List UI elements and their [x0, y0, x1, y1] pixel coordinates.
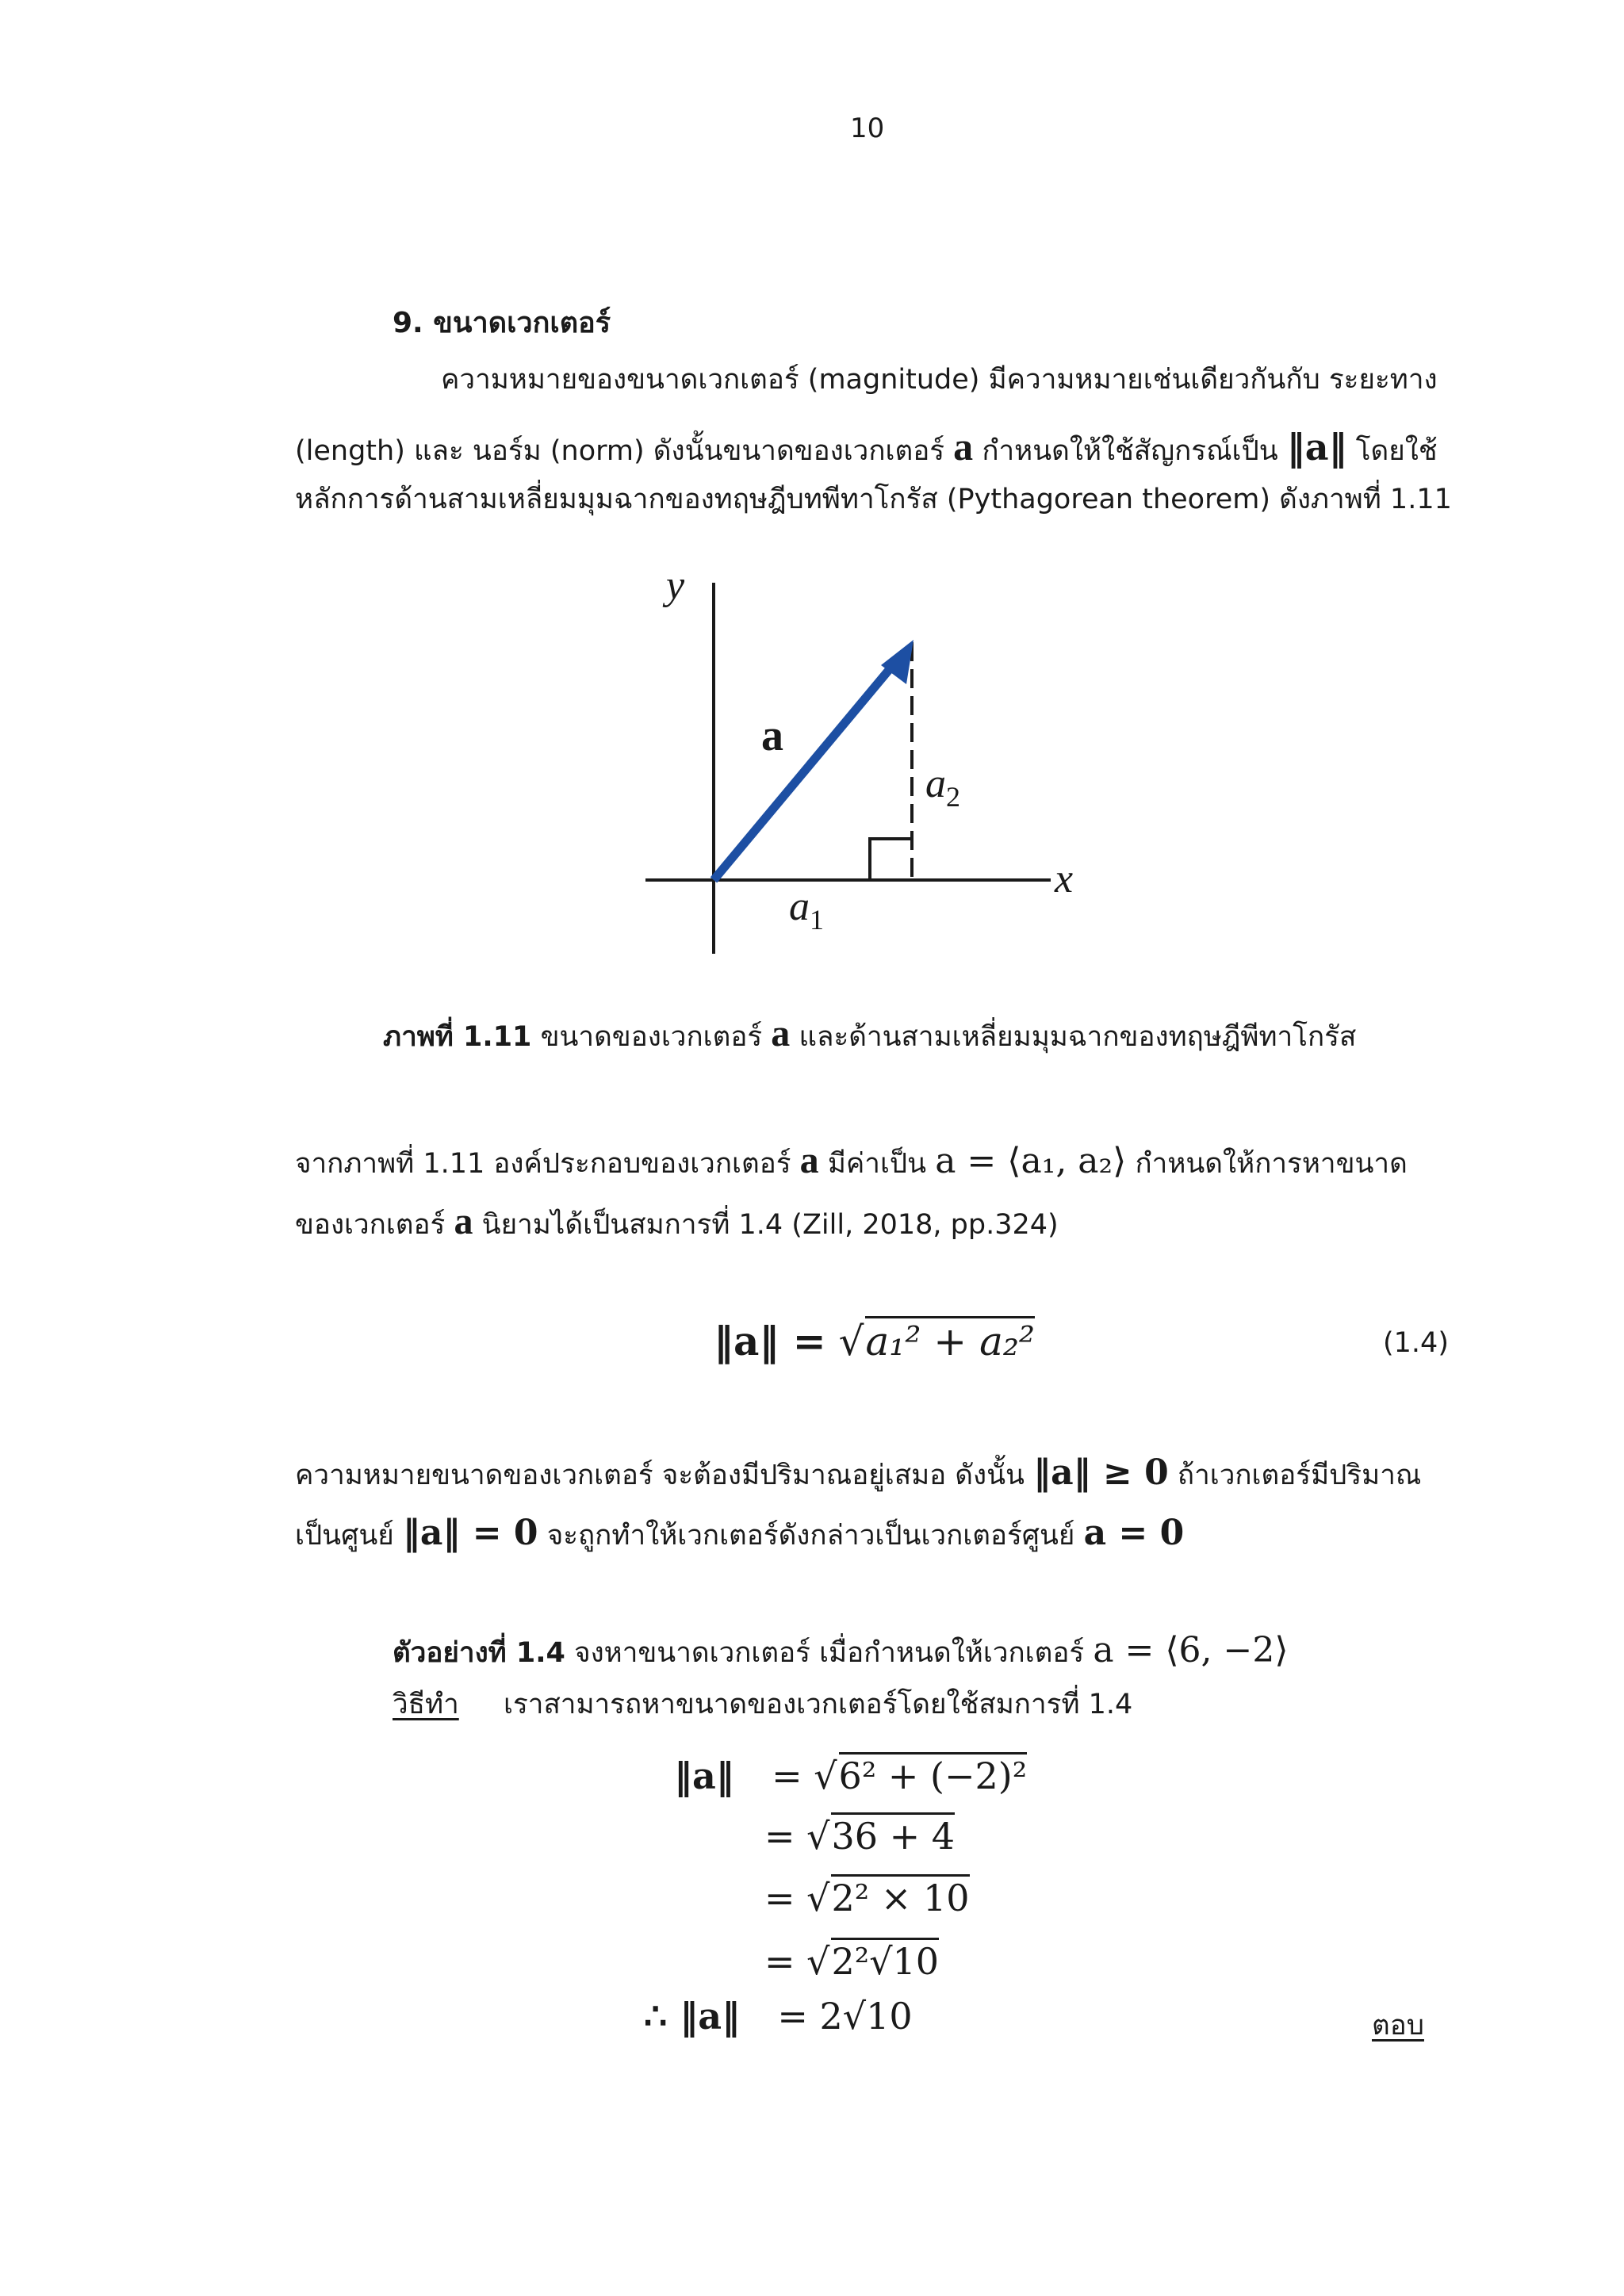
method-label: วิธีทำ	[393, 1689, 459, 1720]
example-text: จงหาขนาดเวกเตอร์ เมื่อกำหนดให้เวกเตอร์	[574, 1637, 1085, 1669]
intro-line-2-mid: กำหนดให้ใช้สัญกรณ์เป็น	[982, 435, 1278, 467]
step-2: = √36 + 4	[764, 1812, 955, 1854]
intro-line-1: ความหมายของขนาดเวกเตอร์ (magnitude) มีความหมายเช่นเดียวกันกับ ระยะทาง	[441, 364, 1438, 396]
meaning-line-1-pre: ความหมายขนาดของเวกเตอร์ จะต้องมีปริมาณอยู่เสมอ ดังนั้น	[295, 1460, 1025, 1491]
components-vector-a: a	[799, 1139, 819, 1181]
meaning-line-1-post: ถ้าเวกเตอร์มีปริมาณ	[1177, 1460, 1422, 1491]
example-line	[393, 1630, 1289, 1670]
a2-label	[925, 763, 960, 811]
step-3-eq: =	[764, 1877, 795, 1919]
meaning-formula-2: ‖a‖ = 0	[402, 1513, 538, 1553]
figure-caption	[383, 1012, 1357, 1054]
step-4-eq: =	[764, 1940, 795, 1983]
components-line-1-pre: จากภาพที่ 1.11 องค์ประกอบของเวกเตอร์	[295, 1148, 791, 1180]
section-heading: 9. ขนาดเวกเตอร์	[393, 307, 611, 339]
step-3-radicand: 2² × 10	[831, 1874, 969, 1916]
step-2-eq: =	[764, 1815, 795, 1858]
y-axis-label: y	[666, 563, 685, 608]
components-line-2-pre: ของเวกเตอร์	[295, 1209, 446, 1241]
components-line-2-post: นิยามได้เป็นสมการที่ 1.4 (Zill, 2018, pp.324)	[481, 1209, 1059, 1241]
step-1-eq: =	[772, 1755, 802, 1797]
a2-subscript: 2	[946, 781, 960, 813]
result-rhs: = 2√10	[777, 1995, 913, 2038]
caption-vector-a: a	[771, 1012, 791, 1054]
intro-line-2-post: โดยใช้	[1355, 435, 1438, 467]
vector-a-arrow	[714, 656, 901, 880]
components-line-1	[295, 1139, 1408, 1181]
components-line-1-mid: มีค่าเป็น	[827, 1148, 927, 1180]
result-line	[644, 1995, 913, 2038]
vector-a-label: a	[761, 711, 783, 760]
components-line-2	[295, 1200, 1059, 1242]
page-number: 10	[850, 113, 885, 144]
a1-label	[789, 886, 824, 934]
meaning-formula-3: a = 0	[1083, 1513, 1185, 1553]
meaning-line-2	[295, 1513, 1185, 1553]
step-4-radicand: 2²√10	[831, 1938, 939, 1980]
right-angle-marker	[870, 839, 912, 880]
answer-label: ตอบ	[1372, 2010, 1424, 2042]
example-formula: a = ⟨6, −2⟩	[1093, 1630, 1289, 1670]
meaning-line-2-mid: จะถูกทำให้เวกเตอร์ดังกล่าวเป็นเวกเตอร์ศูนย์	[546, 1520, 1075, 1552]
step-1-radicand: 6² + (−2)²	[839, 1752, 1028, 1794]
caption-label: ภาพที่ 1.11	[383, 1021, 532, 1053]
x-axis-label: x	[1055, 856, 1074, 901]
a2-base: a	[925, 761, 946, 806]
vector-a-symbol: a	[953, 424, 974, 469]
result-lhs: ∴ ‖a‖	[644, 1995, 741, 2038]
example-label: ตัวอย่างที่ 1.4	[393, 1637, 565, 1669]
meaning-line-1	[295, 1452, 1422, 1493]
method-line	[393, 1691, 1132, 1719]
norm-a-symbol: ‖a‖	[1286, 426, 1347, 469]
intro-line-2	[295, 424, 1438, 469]
meaning-line-2-pre: เป็นศูนย์	[295, 1520, 394, 1552]
equation-number: (1.4)	[1383, 1327, 1449, 1359]
meaning-formula-1: ‖a‖ ≥ 0	[1033, 1452, 1169, 1493]
caption-post: และด้านสามเหลี่ยมมุมฉากของทฤษฎีพีทาโกรัส	[799, 1021, 1357, 1053]
method-text: เราสามารถหาขนาดของเวกเตอร์โดยใช้สมการที่ 1.4	[504, 1689, 1133, 1720]
components-line-2-vector-a: a	[454, 1200, 473, 1242]
step-2-radicand: 36 + 4	[831, 1812, 955, 1854]
components-line-1-post: กำหนดให้การหาขนาด	[1135, 1148, 1408, 1180]
intro-line-2-pre: (length) และ นอร์ม (norm) ดังนั้นขนาดของเวกเตอร์	[295, 435, 945, 467]
caption-pre: ขนาดของเวกเตอร์	[540, 1021, 763, 1053]
a1-base: a	[789, 884, 810, 929]
equation-1-4: ‖a‖ = √a₁² + a₂²	[714, 1318, 1035, 1364]
a1-subscript: 1	[810, 904, 824, 936]
intro-line-3: หลักการด้านสามเหลี่ยมมุมฉากของทฤษฎีบทพีทาโกรัส (Pythagorean theorem) ดังภาพที่ 1.11	[295, 484, 1452, 515]
vector-magnitude-figure	[619, 559, 1110, 971]
step-4: = √2²√10	[764, 1938, 939, 1980]
step-3: = √2² × 10	[764, 1874, 970, 1916]
equation-1-4-radicand: a₁² + a₂²	[865, 1316, 1034, 1361]
components-formula: a = ⟨a₁, a₂⟩	[935, 1141, 1127, 1181]
step-1-lhs: ‖a‖	[674, 1755, 734, 1797]
step-1: ‖a‖ = √6² + (−2)²	[674, 1752, 1027, 1794]
equation-1-4-lhs: ‖a‖ =	[714, 1318, 826, 1364]
